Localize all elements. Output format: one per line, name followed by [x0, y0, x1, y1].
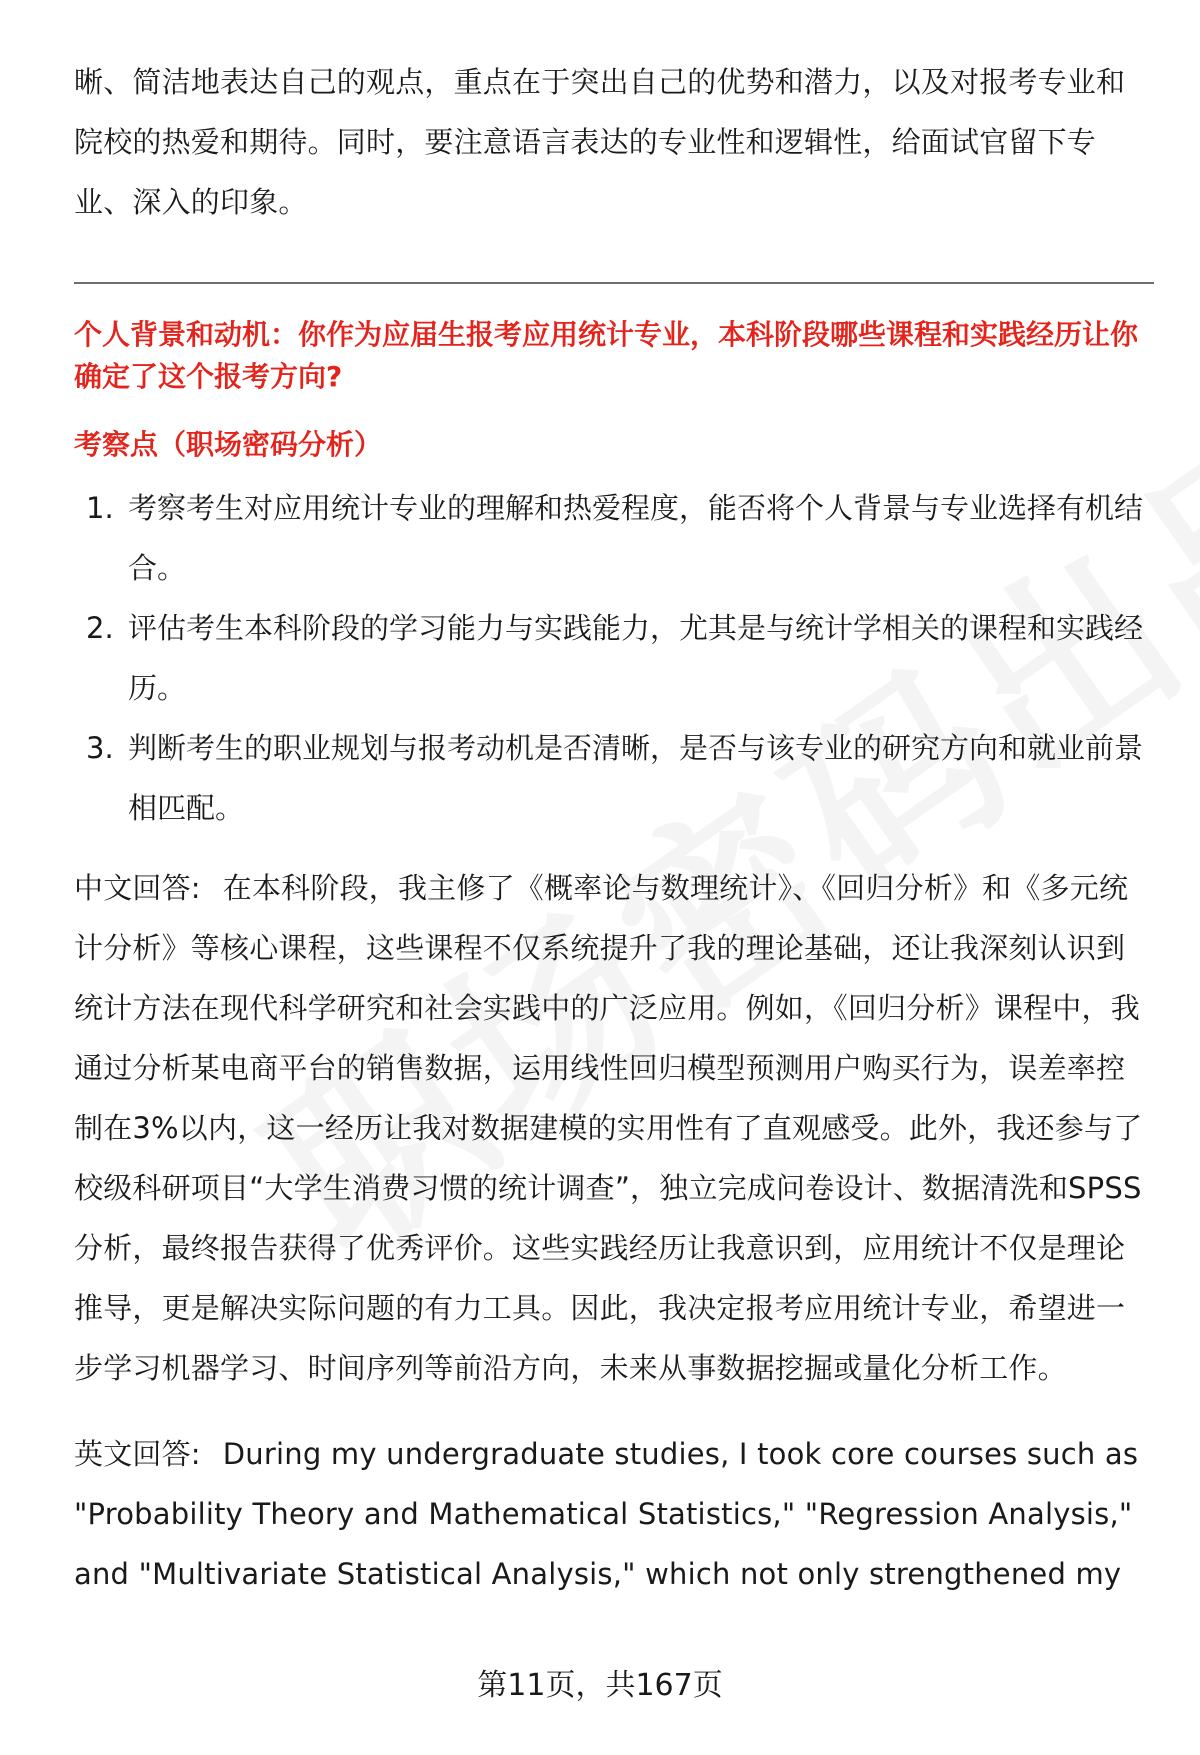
focus-heading: 考察点（职场密码分析） — [74, 428, 383, 461]
focus-point-number: 2. — [86, 611, 114, 645]
section-divider — [74, 282, 1154, 284]
page-number-footer: 第11页，共167页 — [477, 1668, 723, 1703]
chinese-answer-text: 在本科阶段，我主修了《概率论与数理统计》、《回归分析》和《多元统计分析》等核心课程，这些课程不仅系统提升了我的理论基础，还让我深刻认识到统计方法在现代科学研究和社会实践中的广泛应用。例如，《回归分析》课程中，我通过分析某电商平台的销售数据，运用线性回归模型预测用户购买行为，误差率控制在3%以内，这一经历让我对数据建模的实用性有了直观感受。此外，我还参与了校级科研项目“大学生消费习惯的统计调查”，独立完成问卷设计、数据清洗和SPSS分析，最终报告获得了优秀评价。这些实践经历让我意识到，应用统计不仅是理论推导，更是解决实际问题的有力工具。因此，我决定报考应用统计专业，希望进一步学习机器学习、时间序列等前沿方向，未来从事数据挖掘或量化分析工作。 — [74, 871, 1143, 1385]
focus-point-item — [74, 718, 1154, 838]
english-answer-paragraph — [74, 1424, 1154, 1604]
question-heading: 个人背景和动机：你作为应届生报考应用统计专业，本科阶段哪些课程和实践经历让你确定了这个报考方向? — [74, 318, 1139, 393]
focus-point-number: 3. — [86, 731, 114, 765]
focus-point-item — [74, 598, 1154, 718]
document-page — [74, 52, 1154, 1702]
focus-point-item — [74, 478, 1154, 598]
english-answer-label: 英文回答: — [74, 1437, 201, 1471]
english-answer-text: During my undergraduate studies, I took core courses such as "Probability Theory and Mathematical Statistics," "Regression Analysis," and "Multivariate Statistical Analysis," which not only strengthened my — [74, 1437, 1139, 1591]
chinese-answer-paragraph — [74, 858, 1154, 1398]
focus-point-text: 评估考生本科阶段的学习能力与实践能力，尤其是与统计学相关的课程和实践经历。 — [128, 611, 1144, 705]
focus-point-number: 1. — [86, 491, 114, 525]
focus-point-text: 考察考生对应用统计专业的理解和热爱程度，能否将个人背景与专业选择有机结合。 — [128, 491, 1144, 585]
focus-points-list — [74, 478, 1154, 838]
chinese-answer-label: 中文回答: — [74, 871, 201, 905]
intro-paragraph: 晰、简洁地表达自己的观点，重点在于突出自己的优势和潜力，以及对报考专业和院校的热爱和期待。同时，要注意语言表达的专业性和逻辑性，给面试官留下专业、深入的印象。 — [74, 65, 1126, 219]
focus-point-text: 判断考生的职业规划与报考动机是否清晰，是否与该专业的研究方向和就业前景相匹配。 — [128, 731, 1144, 825]
